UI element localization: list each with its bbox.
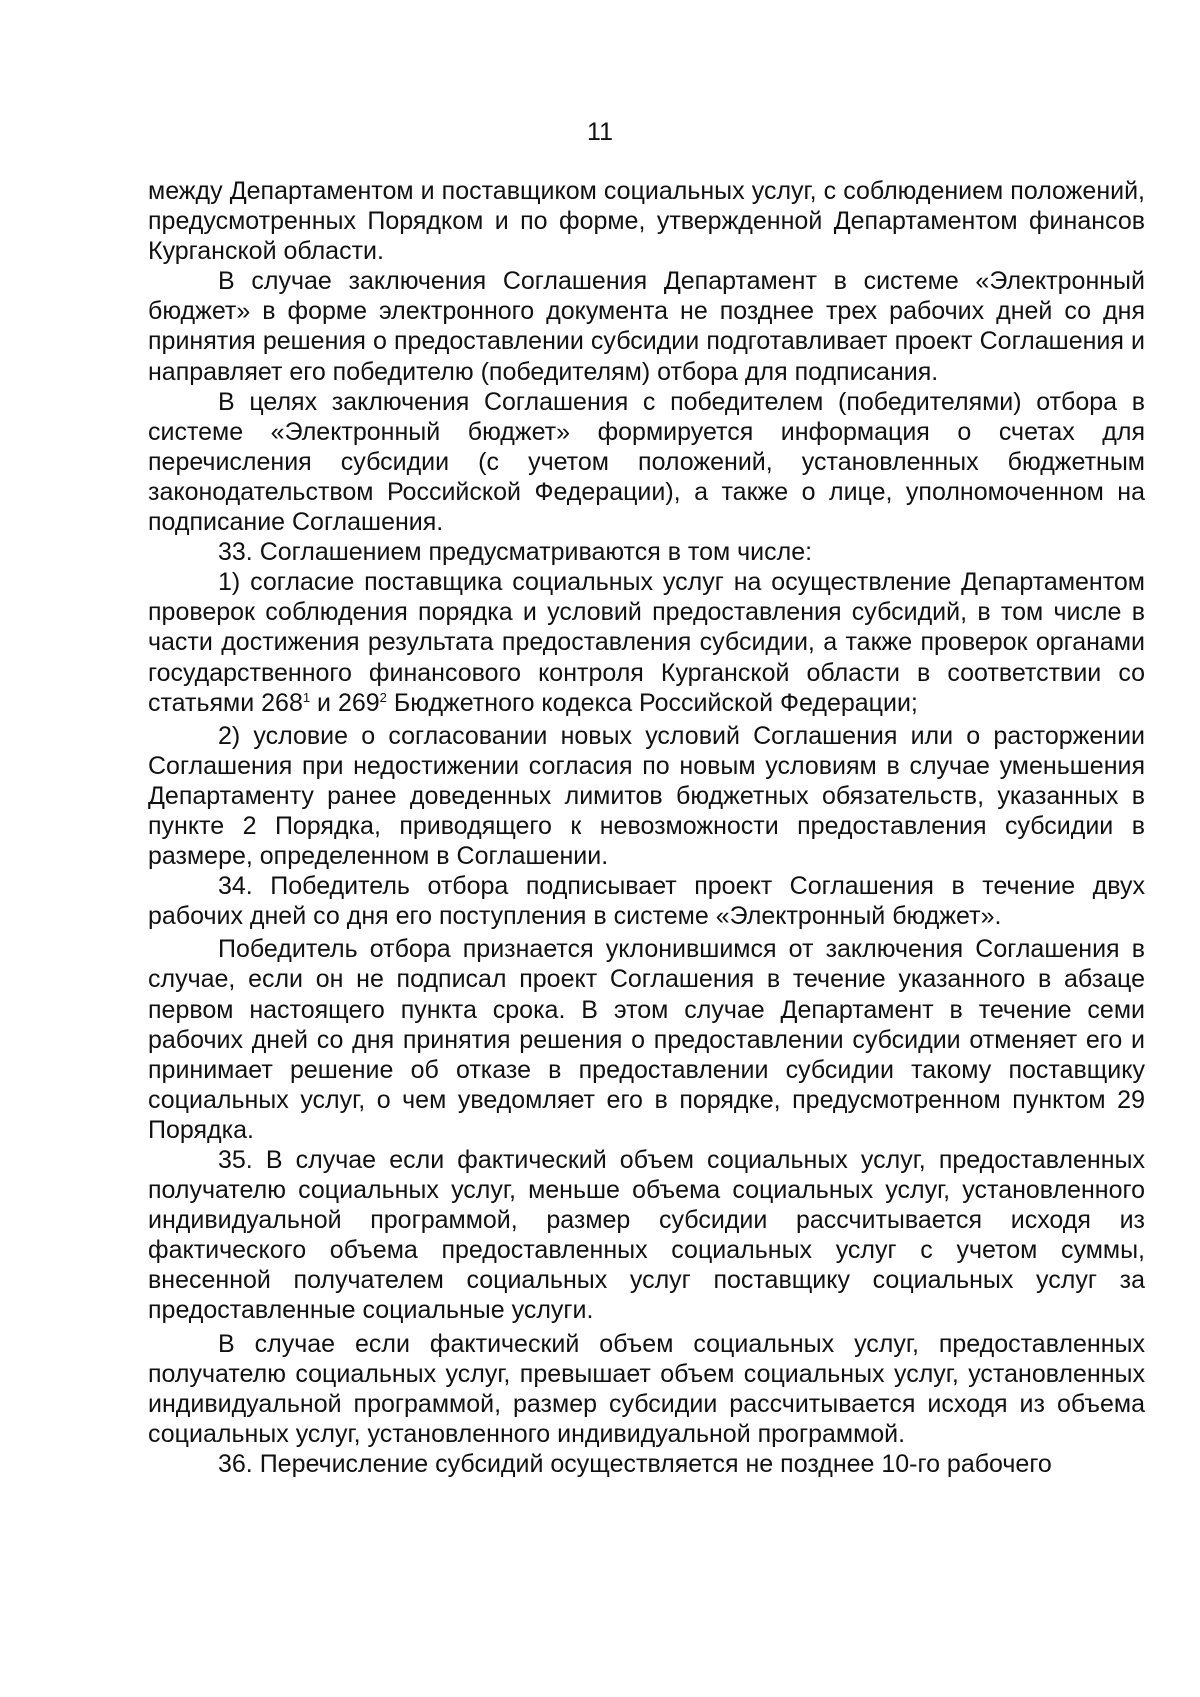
paragraph-continuation: между Департаментом и поставщиком социальных услуг, с соблюдением положений, предусмотренных Порядком и по форме, утвержденной Департаментом финансов Курганской области. [148, 177, 1145, 266]
paragraph-item-33-1 [148, 567, 1145, 717]
paragraph-item-36: 36. Перечисление субсидий осуществляется не позднее 10-го рабочего [218, 1449, 1052, 1478]
superscript-one: 1 [302, 689, 311, 705]
item-33-1-text-start: 1) согласие поставщика социальных услуг на осуществление Департаментом проверок соблюдения порядка и условий предоставления субсидий, в том числе в части достижения результата предоставления субсидии, а также проверок органами государственного финансового контроля Курганской области в соответствии со статьями 268 [148, 568, 1145, 717]
paragraph-excess-volume: В случае если фактический объем социальных услуг, предоставленных получателю социальных услуг, превышает объем социальных услуг, установленных индивидуальной программой, размер субсидии рассчитывается исходя из объема социальных услуг, установленного индивидуальной программой. [148, 1329, 1145, 1448]
document-body [148, 176, 1145, 1479]
page-number: 11 [587, 118, 613, 146]
paragraph-item-33-2: 2) условие о согласовании новых условий Соглашения или о расторжении Соглашения при недостижении согласия по новым условиям в случае уменьшения Департаменту ранее доведенных лимитов бюджетных обязательств, указанных в пункте 2 Порядка, приводящего к невозможности предоставления субсидии в размере, определенном в Соглашении. [148, 721, 1145, 871]
paragraph-item-34: 34. Победитель отбора подписывает проект Соглашения в течение двух рабочих дней со дня его поступления в системе «Электронный бюджет». [148, 872, 1145, 931]
paragraph-agreement-conclusion: В случае заключения Соглашения Департамент в системе «Электронный бюджет» в форме электронного документа не позднее трех рабочих дней со дня принятия решения о предоставлении субсидии подготавливает проект Соглашения и направляет его победителю (победителям) отбора для подписания. [148, 267, 1145, 386]
superscript-two: 2 [379, 689, 387, 705]
paragraph-item-35: 35. В случае если фактический объем социальных услуг, предоставленных получателю социальных услуг, меньше объема социальных услуг, установленного индивидуальной программой, размер субсидии рассчитывается исходя из фактического объема предоставленных социальных услуг с учетом суммы, внесенной получателем социальных услуг поставщику социальных услуг за предоставленные социальные услуги. [148, 1146, 1145, 1325]
paragraph-account-information: В целях заключения Соглашения с победителем (победителями) отбора в системе «Электронный бюджет» формируется информация о счетах для перечисления субсидии (с учетом положений, установленных бюджетным законодательством Российской Федерации), а также о лице, уполномоченном на подписание Соглашения. [148, 387, 1145, 537]
item-33-1-text-end: Бюджетного кодекса Российской Федерации; [386, 688, 918, 717]
item-33-1-text-middle: и 269 [310, 688, 380, 717]
paragraph-evasion-rule: Победитель отбора признается уклонившимся от заключения Соглашения в случае, если он не подписал проект Соглашения в течение указанного в абзаце первом настоящего пункта срока. В этом случае Департамент в течение семи рабочих дней со дня принятия решения о предоставлении субсидии отменяет его и принимает решение об отказе в предоставлении субсидии такому поставщику социальных услуг, о чем уведомляет его в порядке, предусмотренном пунктом 29 Порядка. [148, 935, 1145, 1144]
paragraph-item-33: 33. Соглашением предусматриваются в том числе: [218, 538, 813, 567]
